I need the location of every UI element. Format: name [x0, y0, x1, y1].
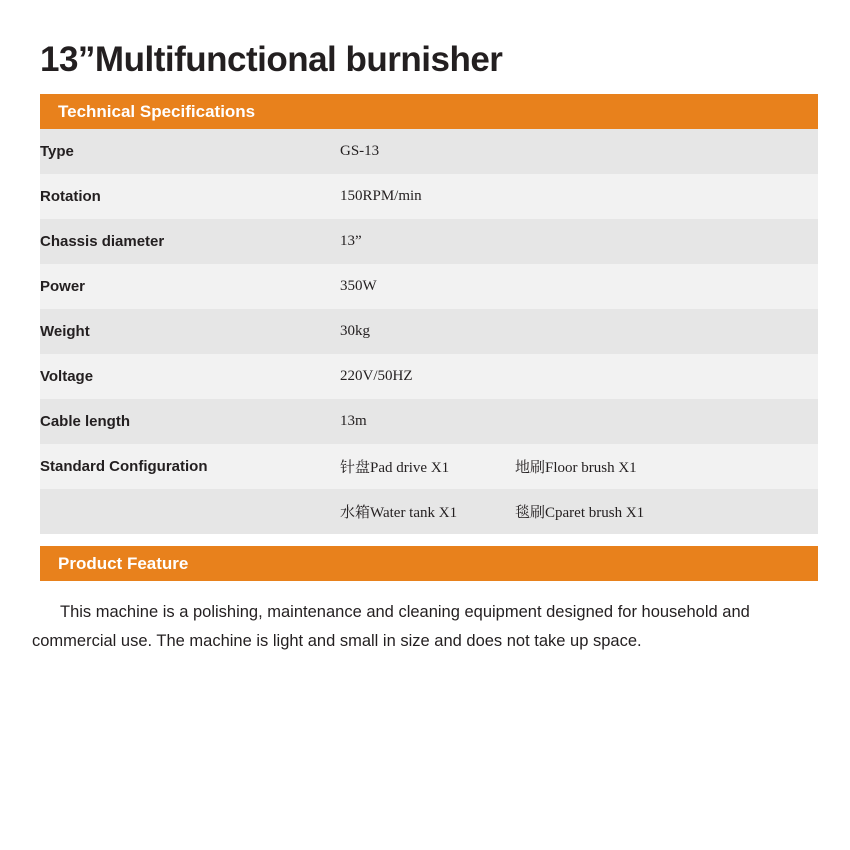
spec-value [340, 489, 818, 534]
table-row-configuration-1 [40, 444, 818, 489]
spec-value: 150RPM/min [340, 174, 818, 219]
config-item-pad-drive: 针盘Pad drive X1 [340, 460, 450, 476]
product-feature-header: Product Feature [40, 546, 818, 581]
config-item-water-tank: 水箱Water tank X1 [340, 505, 458, 521]
table-row [40, 219, 818, 264]
spec-label: Cable length [40, 399, 340, 444]
spec-sheet [40, 94, 818, 581]
spec-label: Voltage [40, 354, 340, 399]
table-row-configuration-2 [40, 489, 818, 534]
config-item-carpet-brush: 毯刷Cparet brush X1 [515, 505, 645, 521]
spec-value: 30kg [340, 309, 818, 354]
table-row [40, 309, 818, 354]
product-feature-text [32, 598, 792, 656]
spec-label: Weight [40, 309, 340, 354]
spec-label-empty [40, 489, 340, 534]
config-item-floor-brush: 地刷Floor brush X1 [515, 460, 637, 476]
table-row [40, 129, 818, 174]
spec-label: Type [40, 129, 340, 174]
table-row [40, 264, 818, 309]
spec-value: 13” [340, 219, 818, 264]
feature-paragraph: This machine is a polishing, maintenance and cleaning equipment designed for household and commercial use. The machine is light and small in size and does not take up space. [32, 603, 750, 650]
table-row [40, 399, 818, 444]
page-title: 13”Multifunctional burnisher [40, 40, 503, 79]
technical-specifications-header: Technical Specifications [40, 94, 818, 129]
spec-value: 220V/50HZ [340, 354, 818, 399]
spec-value: 350W [340, 264, 818, 309]
spec-value: 13m [340, 399, 818, 444]
spec-value [340, 444, 818, 489]
table-row [40, 174, 818, 219]
spec-label: Chassis diameter [40, 219, 340, 264]
spec-label: Rotation [40, 174, 340, 219]
spec-label: Standard Configuration [40, 444, 340, 489]
table-row [40, 354, 818, 399]
spec-label: Power [40, 264, 340, 309]
spec-value: GS-13 [340, 129, 818, 174]
specifications-table [40, 129, 818, 534]
